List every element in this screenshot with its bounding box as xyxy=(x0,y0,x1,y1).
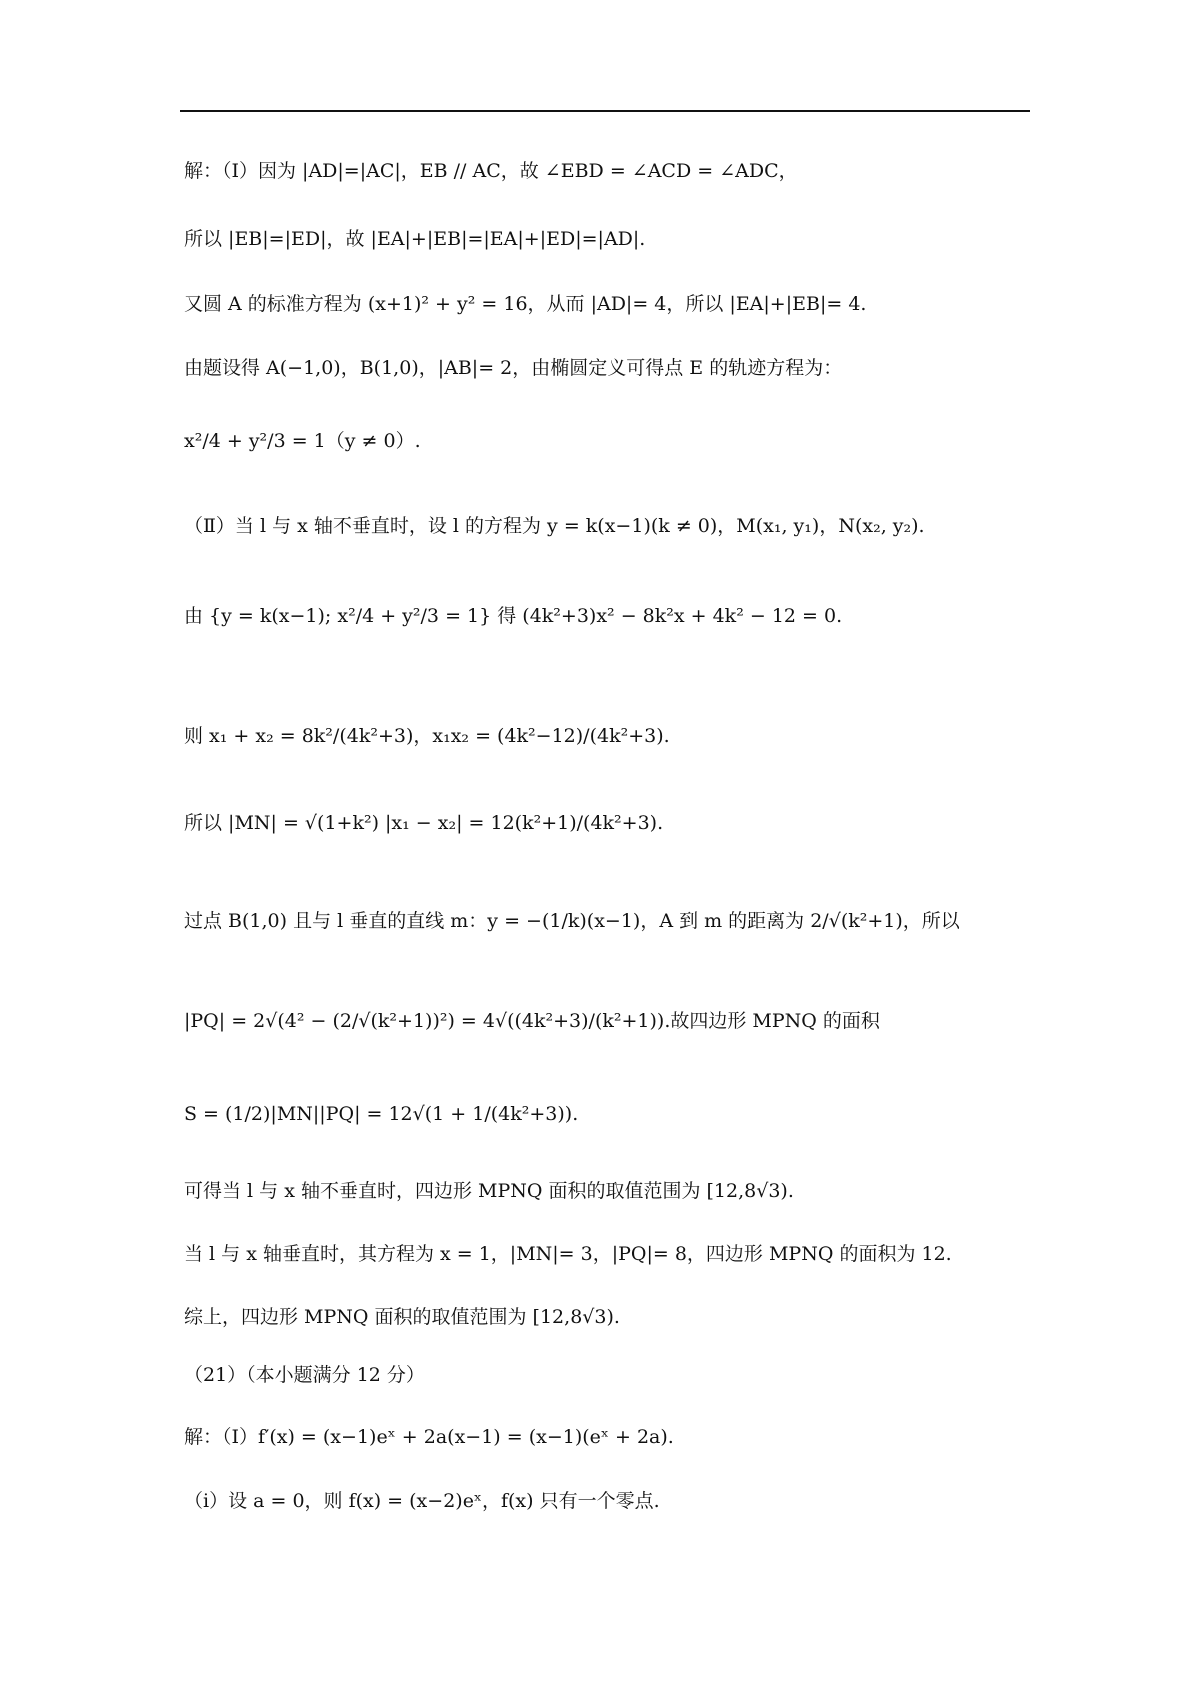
system-equation: 由 {y = k(x−1); x²/4 + y²/3 = 1} 得 (4k²+3)x² − 8k²x + 4k² − 12 = 0. xyxy=(184,605,843,627)
vertical-case: 当 l 与 x 轴垂直时，其方程为 x = 1，|MN|= 3，|PQ|= 8，四边形 MPNQ 的面积为 12. xyxy=(184,1243,952,1265)
area-formula: S = (1/2)|MN||PQ| = 12√(1 + 1/(4k²+3)). xyxy=(184,1103,579,1125)
ellipse-equation: x²/4 + y²/3 = 1（y ≠ 0）. xyxy=(184,430,421,452)
part-2-intro: （Ⅱ）当 l 与 x 轴不垂直时，设 l 的方程为 y = k(x−1)(k ≠ 0)，M(x₁, y₁)，N(x₂, y₂). xyxy=(184,515,925,537)
solution-line-3: 又圆 A 的标准方程为 (x+1)² + y² = 16，从而 |AD|= 4，所以 |EA|+|EB|= 4. xyxy=(184,293,867,315)
solution-line-4: 由题设得 A(−1,0)，B(1,0)，|AB|= 2，由椭圆定义可得点 E 的轨迹方程为： xyxy=(184,357,843,379)
mn-length: 所以 |MN| = √(1+k²) |x₁ − x₂| = 12(k²+1)/(4k²+3). xyxy=(184,812,664,834)
solution-line-2: 所以 |EB|=|ED|，故 |EA|+|EB|=|EA|+|ED|=|AD|. xyxy=(184,228,646,250)
area-range-nonvertical: 可得当 l 与 x 轴不垂直时，四边形 MPNQ 面积的取值范围为 [12,8√3). xyxy=(184,1180,794,1202)
header-rule xyxy=(180,110,1030,112)
conclusion: 综上，四边形 MPNQ 面积的取值范围为 [12,8√3). xyxy=(184,1306,620,1328)
line-m-distance: 过点 B(1,0) 且与 l 垂直的直线 m：y = −(1/k)(x−1)，A 到 m 的距离为 2/√(k²+1)，所以 xyxy=(184,910,960,932)
solution-line-1: 解：（Ⅰ）因为 |AD|=|AC|，EB // AC，故 ∠EBD = ∠ACD = ∠ADC， xyxy=(184,160,798,182)
pq-length: |PQ| = 2√(4² − (2/√(k²+1))²) = 4√((4k²+3)/(k²+1)).故四边形 MPNQ 的面积 xyxy=(184,1010,880,1032)
problem-21-heading: （21）（本小题满分 12 分） xyxy=(184,1364,425,1386)
case-a-zero: （i）设 a = 0，则 f(x) = (x−2)eˣ，f(x) 只有一个零点. xyxy=(184,1490,660,1512)
vieta-formulas: 则 x₁ + x₂ = 8k²/(4k²+3)，x₁x₂ = (4k²−12)/(4k²+3). xyxy=(184,725,670,747)
derivative-line: 解：（Ⅰ）f′(x) = (x−1)eˣ + 2a(x−1) = (x−1)(eˣ + 2a). xyxy=(184,1426,674,1448)
